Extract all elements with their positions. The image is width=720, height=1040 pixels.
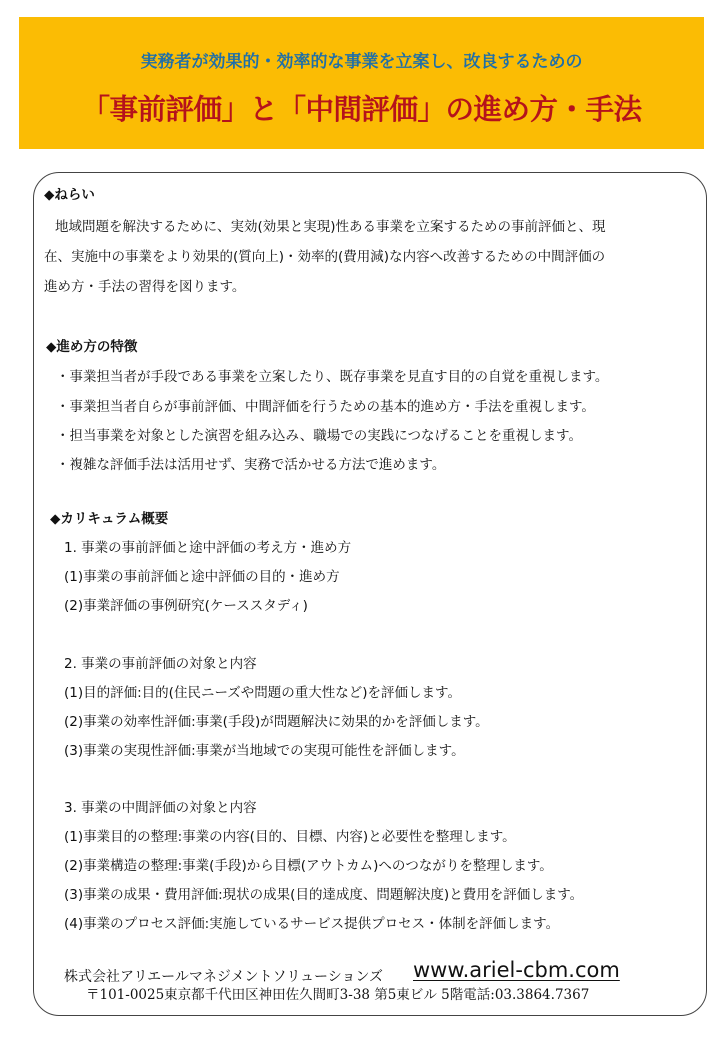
aim-text-line: 在、実施中の事業をより効果的(質向上)・効率的(費用減)な内容へ改善するための中間評価の <box>44 249 606 265</box>
company-name: 株式会社アリエールマネジメントソリューションズ <box>64 969 384 985</box>
curriculum-item: (1)事業の事前評価と途中評価の目的・進め方 <box>64 569 340 585</box>
curriculum-item: (3)事業の成果・費用評価:現状の成果(目的達成度、問題解決度)と費用を評価します。 <box>64 887 584 903</box>
curriculum-item: (2)事業構造の整理:事業(手段)から目標(アウトカム)へのつながりを整理します。 <box>64 858 553 874</box>
aim-heading: ◆ねらい <box>44 187 95 203</box>
company-address: 〒101-0025東京都千代田区神田佐久間町3-38 第5東ビル 5階電話:03.3864.7367 <box>86 987 590 1003</box>
curriculum-item: (1)目的評価:目的(住民ニーズや問題の重大性など)を評価します。 <box>64 685 461 701</box>
curriculum-section-title: 1. 事業の事前評価と途中評価の考え方・進め方 <box>64 540 352 556</box>
feature-item: ・事業担当者が手段である事業を立案したり、既存事業を見直す目的の自覚を重視します。 <box>56 369 609 385</box>
curriculum-item: (1)事業目的の整理:事業の内容(目的、目標、内容)と必要性を整理します。 <box>64 829 516 845</box>
feature-item: ・複雑な評価手法は活用せず、実務で活かせる方法で進めます。 <box>56 457 446 473</box>
feature-item: ・担当事業を対象とした演習を組み込み、職場での実践につなげることを重視します。 <box>56 428 582 444</box>
features-heading: ◆進め方の特徴 <box>46 339 138 355</box>
curriculum-item: (2)事業評価の事例研究(ケーススタディ) <box>64 598 308 614</box>
company-website-link[interactable]: www.ariel-cbm.com <box>413 958 620 982</box>
feature-item: ・事業担当者自らが事前評価、中間評価を行うための基本的進め方・手法を重視します。 <box>56 399 595 415</box>
aim-text-line: 地域問題を解決するために、実効(効果と実現)性ある事業を立案するための事前評価と、現 <box>55 219 606 235</box>
curriculum-item: (2)事業の効率性評価:事業(手段)が問題解決に効果的かを評価します。 <box>64 714 489 730</box>
curriculum-heading: ◆カリキュラム概要 <box>50 511 169 527</box>
banner-subtitle: 実務者が効果的・効率的な事業を立案し、改良するための <box>140 52 583 72</box>
curriculum-item: (3)事業の実現性評価:事業が当地域での実現可能性を評価します。 <box>64 743 465 759</box>
curriculum-item: (4)事業のプロセス評価:実施しているサービス提供プロセス・体制を評価します。 <box>64 916 560 932</box>
curriculum-section-title: 2. 事業の事前評価の対象と内容 <box>64 656 257 672</box>
banner-title: 「事前評価」と「中間評価」の進め方・手法 <box>81 93 642 126</box>
curriculum-section-title: 3. 事業の中間評価の対象と内容 <box>64 800 257 816</box>
aim-text-line: 進め方・手法の習得を図ります。 <box>44 279 246 295</box>
title-banner <box>19 17 704 149</box>
